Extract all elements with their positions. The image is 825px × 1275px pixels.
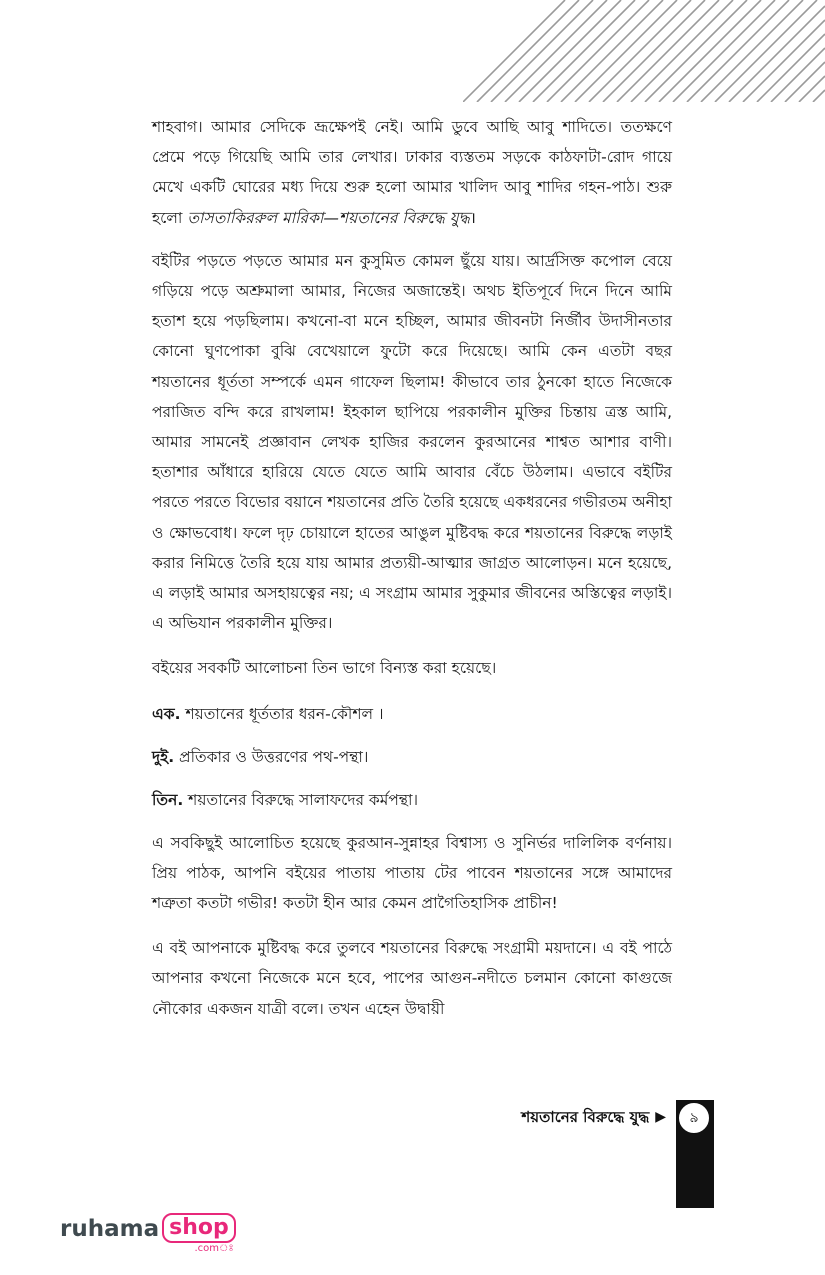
list-item-1-label: এক. — [152, 704, 181, 723]
logo-shop-text: shop — [162, 1213, 236, 1243]
paragraph-2: বইটির পড়তে পড়তে আমার মন কুসুমিত কোমল ছুঁয়ে যায়। আর্দ্রসিক্ত কপোল বেয়ে গড়িয়ে পড়ে অশ্রুমালা আমার, নিজের অজান্তেই। অথচ ইতিপূর্বে দিনে দিনে আমি হতাশ হয়ে পড়ছিলাম। কখনো-বা মনে হচ্ছিল, আমার জীবনটা নির্জীব উদাসীনতার কোনো ঘুণপোকা বুঝি বেখেয়ালে ফুটো করে দিয়েছে। আমি কেন এতটা বছর শয়তানের ধূর্ততা সম্পর্কে এমন গাফেল ছিলাম! কীভাবে তার ঠুনকো হাতে নিজেকে পরাজিত বন্দি করে রাখলাম! ইহকাল ছাপিয়ে পরকালীন মুক্তির চিন্তায় ত্রস্ত আমি, আমার সামনেই প্রজ্ঞাবান লেখক হাজির করলেন কুরআনের শাশ্বত আশার বাণী। হতাশার আঁধারে হারিয়ে যেতে যেতে আমি আবার বেঁচে উঠলাম। এভাবে বইটির পরতে পরতে বিভোর বয়ানে শয়তানের প্রতি তৈরি হয়েছে একধরনের গভীরতম অনীহা ও ক্ষোভবোধ। ফলে দৃঢ় চোয়ালে হাতের আঙুল মুষ্টিবদ্ধ করে শয়তানের বিরুদ্ধে লড়াই করার নিমিত্তে তৈরি হয়ে যায় আমার প্রত্যয়ী-আত্মার জাগ্রত আলোড়ন। মনে হয়েছে, এ লড়াই আমার অসহায়ত্বের নয়; এ সংগ্রাম আমার সুকুমার জীবনের অস্তিত্বের লড়াই। এ অভিযান পরকালীন মুক্তির। — [152, 251, 672, 633]
paragraph-1-end: । — [470, 208, 476, 227]
list-item-1 — [152, 699, 672, 729]
footer-book-title: শয়তানের বিরুদ্ধে যুদ্ধ — [521, 1108, 650, 1126]
paragraph-1 — [152, 112, 672, 233]
list-item-3-label: তিন. — [152, 790, 184, 809]
paragraph-5: এ বই আপনাকে মুষ্টিবদ্ধ করে তুলবে শয়তানের বিরুদ্ধে সংগ্রামী ময়দানে। এ বই পাঠে আপনার কখনো নিজেকে মনে হবে, পাপের আগুন-নদীতে চলমান কোনো কাগুজে নৌকোর একজন যাত্রী বলে। তখন এহেন উদ্বায়ী — [152, 939, 672, 1018]
body-text-column — [152, 112, 672, 1039]
running-footer — [521, 1102, 666, 1132]
logo-domain-text: .comঃ — [194, 1243, 234, 1254]
list-item-3 — [152, 785, 672, 815]
page-number: ৯ — [678, 1102, 710, 1134]
list-item-1-text: শয়তানের ধূর্ততার ধরন-কৌশল । — [180, 704, 384, 723]
list-item-2-text: প্রতিকার ও উত্তরণের পথ-পন্থা। — [174, 747, 369, 766]
paragraph-1-text: শাহবাগ। আমার সেদিকে ভ্রূক্ষেপই নেই। আমি ডুবে আছি আবু শাদিতে। ততক্ষণে প্রেমে পড়ে গিয়েছি আমি তার লেখার। ঢাকার ব্যস্ততম সড়কে কাঠফাটা-রোদ গায়ে মেখে একটি ঘোরের মধ্য দিয়ে শুরু হলো আমার খালিদ আবু শাদির গহন-পাঠ। শুরু হলো — [152, 118, 672, 227]
logo-ruhama-text: ruhama — [60, 1216, 160, 1242]
list-item-2-label: দুই. — [152, 747, 175, 766]
corner-stripes-decoration — [463, 0, 825, 102]
paragraph-3: বইয়ের সবকটি আলোচনা তিন ভাগে বিন্যস্ত করা হয়েছে। — [152, 659, 497, 678]
paragraph-4: এ সবকিছুই আলোচিত হয়েছে কুরআন-সুন্নাহর বিশ্বাস্য ও সুনির্ভর দালিলিক বর্ণনায়। প্রিয় পাঠক, আপনি বইয়ের পাতায় পাতায় টের পাবেন শয়তানের সঙ্গে আমাদের শত্রুতা কতটা গভীর! কতটা হীন আর কেমন প্রাগৈতিহাসিক প্রাচীন! — [152, 833, 672, 913]
book-title-italic: তাসতাকিররুল মারিকা—শয়তানের বিরুদ্ধে যুদ্ধ — [187, 208, 471, 227]
ruhamashop-logo — [60, 1213, 236, 1259]
list-item-2 — [152, 742, 672, 772]
triangle-right-icon: ▶ — [655, 1109, 666, 1125]
logo-shop-badge — [162, 1213, 236, 1254]
list-item-3-text: শয়তানের বিরুদ্ধে সালাফদের কর্মপন্থা। — [183, 790, 419, 809]
